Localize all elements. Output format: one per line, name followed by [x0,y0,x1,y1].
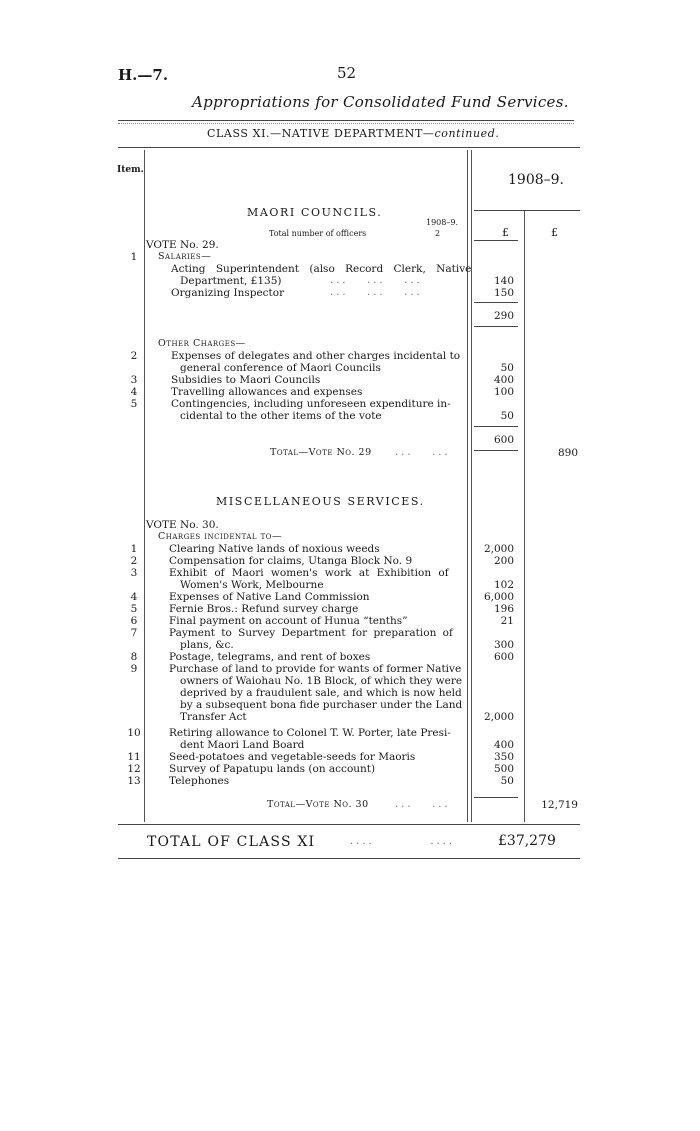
class-subtitle-main: CLASS XI.—NATIVE DEPARTMENT— [207,127,435,140]
line-item-text: Transfer Act [180,711,247,723]
class-subtitle [207,127,500,140]
line-amount: 350 [493,751,514,763]
vote-heading: VOTE No. 30. [146,519,219,531]
item-number: 4 [130,386,138,398]
line-item-text: by a subsequent bona fide purchaser under the Land [180,699,463,711]
amount-rule [474,240,518,241]
line-amount: 2,000 [483,543,514,555]
vote-total-label: Total—Vote No. 30 [267,799,369,810]
line-item-text: Department, £135) [180,275,282,287]
leader-dots: ... ... ... [330,275,423,286]
line-amount: 300 [493,639,514,651]
item-number: 9 [130,663,138,675]
year-header-rule [474,210,580,211]
line-item-text: cidental to the other items of the vote [180,410,382,422]
line-item-text: general conference of Maori Councils [180,362,381,374]
item-number: 7 [130,627,138,639]
line-item-text: deprived by a fraudulent sale, and which is now held [180,687,462,699]
total-column-rule [524,210,525,822]
item-number: 1 [130,251,138,263]
item-column-header: Item. [117,165,144,175]
line-amount: 196 [493,603,514,615]
class-total-amount: £37,279 [498,833,556,849]
subheading-other-charges: Other Charges— [158,338,246,349]
vote-heading: VOTE No. 29. [146,239,219,251]
line-amount: 200 [493,555,514,567]
document-reference: H.—7. [118,66,169,84]
leader-dots: ... ... ... [330,287,423,298]
item-number: 4 [130,591,138,603]
section-heading-maori-councils: MAORI COUNCILS. [247,206,383,219]
line-item-text: Retiring allowance to Colonel T. W. Porter, late Presi- [169,727,451,739]
line-item-text: owners of Waiohau No. 1B Block, of which they were [180,675,463,687]
line-item-text: Seed-potatoes and vegetable-seeds for Maoris [169,751,416,763]
item-number: 2 [130,555,138,567]
line-item-text: Clearing Native lands of noxious weeds [169,543,380,555]
title-rule-dotted [118,123,574,124]
officers-year: 1908–9. [426,218,458,227]
item-number: 3 [130,374,138,386]
item-number: 12 [127,763,141,775]
officers-label: Total number of officers [269,229,367,238]
item-number: 1 [130,543,138,555]
subtotal-rule [474,326,518,327]
line-item-text: Survey of Papatupu lands (on account) [169,763,376,775]
line-amount: 2,000 [483,711,514,723]
line-item-text: Final payment on account of Hunua “tenths” [169,615,408,627]
item-number: 11 [127,751,141,763]
leader-dots: ... ... [395,799,451,810]
subtotal-rule [474,426,518,427]
line-amount: 150 [493,287,514,299]
vote-total-label: Total—Vote No. 29 [270,447,372,458]
item-number: 13 [127,775,141,787]
subtotal-amount: 600 [493,434,514,446]
item-column-rule [144,150,145,822]
line-item-text: Expenses of Native Land Commission [169,591,370,603]
subheading-charges-incidental: Charges incidental to— [158,531,282,542]
pound-sign: £ [502,226,509,239]
class-total-bottom-rule [118,858,580,859]
amount-column-rule-inner [471,150,472,822]
item-number: 8 [130,651,138,663]
subtotal-rule [474,302,518,303]
line-item-text: Fernie Bros.: Refund survey charge [169,603,359,615]
subheading-salaries: Salaries— [158,251,212,262]
line-amount: 100 [493,386,514,398]
class-subtitle-continued: continued. [434,127,500,140]
line-item-text: Payment to Survey Department for preparation of [169,627,453,639]
line-amount: 50 [500,410,514,422]
page-title: Appropriations for Consolidated Fund Services. [192,93,569,111]
item-number: 10 [127,727,141,739]
line-item-text: Acting Superintendent (also Record Clerk, Native [171,263,472,275]
line-item-text: Purchase of land to provide for wants of former Native [169,663,462,675]
line-amount: 140 [493,275,514,287]
item-number: 6 [130,615,138,627]
item-number: 2 [130,350,138,362]
leader-dots: ... ... [395,447,451,458]
vote-total-amount: 12,719 [541,799,578,811]
line-item-text: Organizing Inspector [171,287,285,299]
pound-sign: £ [551,226,558,239]
line-item-text: Exhibit of Maori women's work at Exhibition of [169,567,449,579]
line-amount: 102 [493,579,514,591]
line-item-text: Compensation for claims, Utanga Block No. 9 [169,555,413,567]
line-amount: 400 [493,739,514,751]
class-total-top-rule [118,824,580,825]
line-item-text: plans, &c. [180,639,234,651]
line-amount: 6,000 [483,591,514,603]
line-amount: 50 [500,362,514,374]
line-item-text: Contingencies, including unforeseen expenditure in- [171,398,451,410]
line-item-text: dent Maori Land Board [180,739,305,751]
class-total-label: TOTAL OF CLASS XI [147,834,316,850]
officers-count: 2 [435,229,441,238]
vote-total-amount: 890 [557,447,578,459]
page-number: 52 [337,64,357,82]
line-item-text: Postage, telegrams, and rent of boxes [169,651,371,663]
item-number: 5 [130,603,138,615]
section-heading-miscellaneous: MISCELLANEOUS SERVICES. [216,495,425,508]
leader-dots: .... .... [350,836,456,847]
line-item-text: Travelling allowances and expenses [171,386,363,398]
line-amount: 500 [493,763,514,775]
subtotal-rule [474,450,518,451]
line-item-text: Subsidies to Maori Councils [171,374,321,386]
amount-column-rule [467,150,468,822]
line-item-text: Expenses of delegates and other charges incidental to [171,350,461,362]
line-amount: 21 [500,615,514,627]
item-number: 5 [130,398,138,410]
table-top-rule [118,147,580,148]
item-number: 3 [130,567,138,579]
subtotal-rule [474,797,518,798]
line-amount: 50 [500,775,514,787]
line-amount: 400 [493,374,514,386]
line-item-text: Women's Work, Melbourne [180,579,324,591]
subtotal-amount: 290 [493,310,514,322]
line-amount: 600 [493,651,514,663]
line-item-text: Telephones [169,775,230,787]
year-column-header: 1908–9. [508,172,564,188]
title-rule [118,120,574,121]
